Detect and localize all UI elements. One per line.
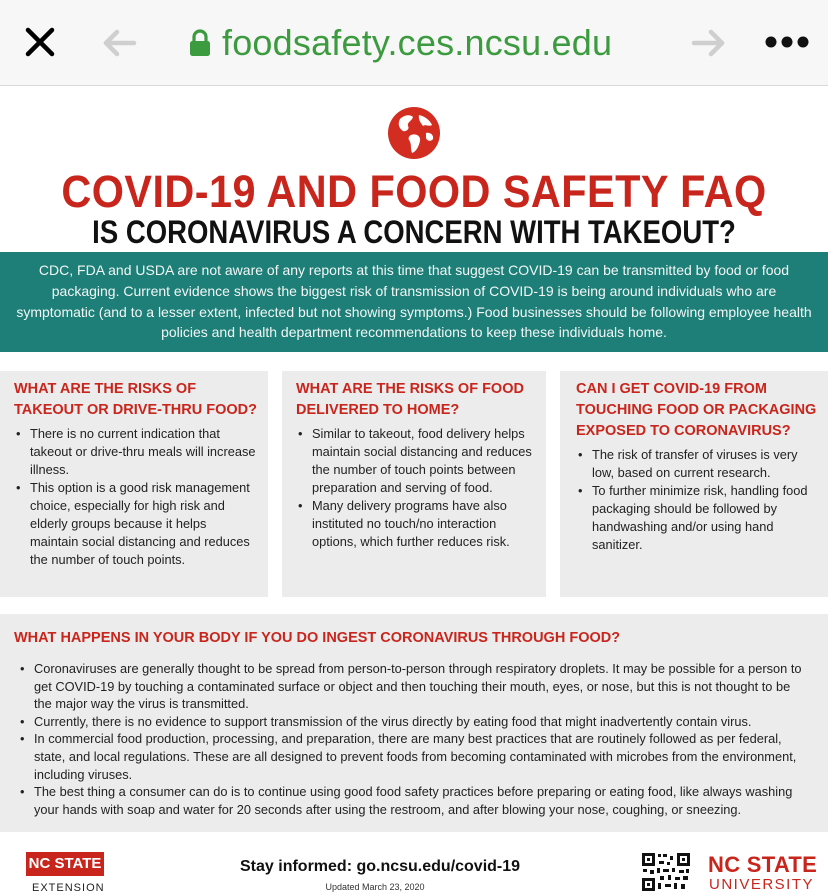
faq-bullets <box>296 425 536 551</box>
list-item: • In commercial food production, processing, and preparation, there are many best practices that are routinely followed as per federal, state, and local regulations. These are all designed to prevent foods from becoming contaminated with microbes from the environment, including viruses. <box>18 730 814 783</box>
faq-question: WHAT ARE THE RISKS OF TAKEOUT OR DRIVE-THRU FOOD? <box>14 381 257 418</box>
faq-question: CAN I GET COVID-19 FROM TOUCHING FOOD OR PACKAGING EXPOSED TO CORONAVIRUS? <box>576 381 817 439</box>
list-item: • The risk of transfer of viruses is very low, based on current research. <box>576 446 818 482</box>
faq-question: WHAT ARE THE RISKS OF FOOD DELIVERED TO HOME? <box>296 381 524 418</box>
extension-label: EXTENSION <box>32 882 105 892</box>
qr-code-icon <box>641 852 691 892</box>
faq-bullets <box>14 660 814 818</box>
lock-icon <box>188 28 212 58</box>
faq-card-ingest <box>0 614 828 832</box>
stay-informed-link[interactable]: Stay informed: go.ncsu.edu/covid-19 <box>240 858 521 875</box>
intro-text: CDC, FDA and USDA are not aware of any reports at this time that suggest COVID-19 can be transmitted by food or food packaging. Current evidence shows the biggest risk of transmission of COVID-19 is being around individuals who are symptomatic (and to a lesser extent, infected but not showing symptoms.) Food businesses should be following employee health policies and health department recommendations to keep these individuals home. <box>16 262 812 341</box>
nc-state-logo: NC STATE <box>708 852 818 877</box>
nc-state-logo-sub: UNIVERSITY <box>709 876 815 892</box>
list-item: • Coronaviruses are generally thought to be spread from person-to-person through respiratory droplets. It may be possible for a person to get COVID-19 by touching a contaminated surface or object and then touching their mouth, eyes, or nose, but this is not thought to be the major way the virus is transmitted. <box>18 660 814 713</box>
list-item: • This option is a good risk management choice, especially for high risk and elderly groups because it helps maintain social distancing and reduces the number of touch points. <box>14 479 258 569</box>
faq-card-takeout <box>0 371 268 597</box>
list-item: • To further minimize risk, handling food packaging should be followed by handwashing and/or using hand sanitizer. <box>576 482 818 554</box>
faq-bullets <box>14 425 258 569</box>
faq-card-delivery <box>282 371 546 597</box>
url-text: foodsafety.ces.ncsu.edu <box>222 22 613 63</box>
updated-date: Updated March 23, 2020 <box>325 882 425 892</box>
close-icon[interactable] <box>22 24 58 60</box>
nc-state-badge: NC STATE <box>26 852 104 876</box>
stay-informed-block <box>240 858 521 892</box>
intro-band <box>0 252 828 352</box>
faq-question: WHAT HAPPENS IN YOUR BODY IF YOU DO INGEST CORONAVIRUS THROUGH FOOD? <box>14 630 621 646</box>
browser-toolbar <box>0 0 828 86</box>
more-icon[interactable] <box>764 34 810 50</box>
globe-icon <box>386 105 442 161</box>
page-subtitle: IS CORONAVIRUS A CONCERN WITH TAKEOUT? <box>92 214 736 250</box>
footer <box>0 832 828 892</box>
address-bar[interactable] <box>188 20 648 66</box>
page-title: COVID-19 AND FOOD SAFETY FAQ <box>61 166 767 217</box>
forward-arrow-icon[interactable] <box>688 26 728 60</box>
list-item: • Many delivery programs have also instituted no touch/no interaction options, which further reduces risk. <box>296 497 536 551</box>
back-arrow-icon[interactable] <box>100 26 140 60</box>
list-item: • Currently, there is no evidence to support transmission of the virus directly by eating food that might inadvertently contain virus. <box>18 713 814 731</box>
faq-card-packaging <box>560 371 828 597</box>
list-item: • Similar to takeout, food delivery helps maintain social distancing and reduces the number of touch points between preparation and serving of food. <box>296 425 536 497</box>
list-item: • The best thing a consumer can do is to continue using good food safety practices before preparing or eating food, like always washing your hands with soap and water for 20 seconds after using the restroom, and after blowing your nose, coughing, or sneezing. <box>18 783 814 818</box>
faq-bullets <box>576 446 818 554</box>
list-item: • There is no current indication that takeout or drive-thru meals will increase illness. <box>14 425 258 479</box>
